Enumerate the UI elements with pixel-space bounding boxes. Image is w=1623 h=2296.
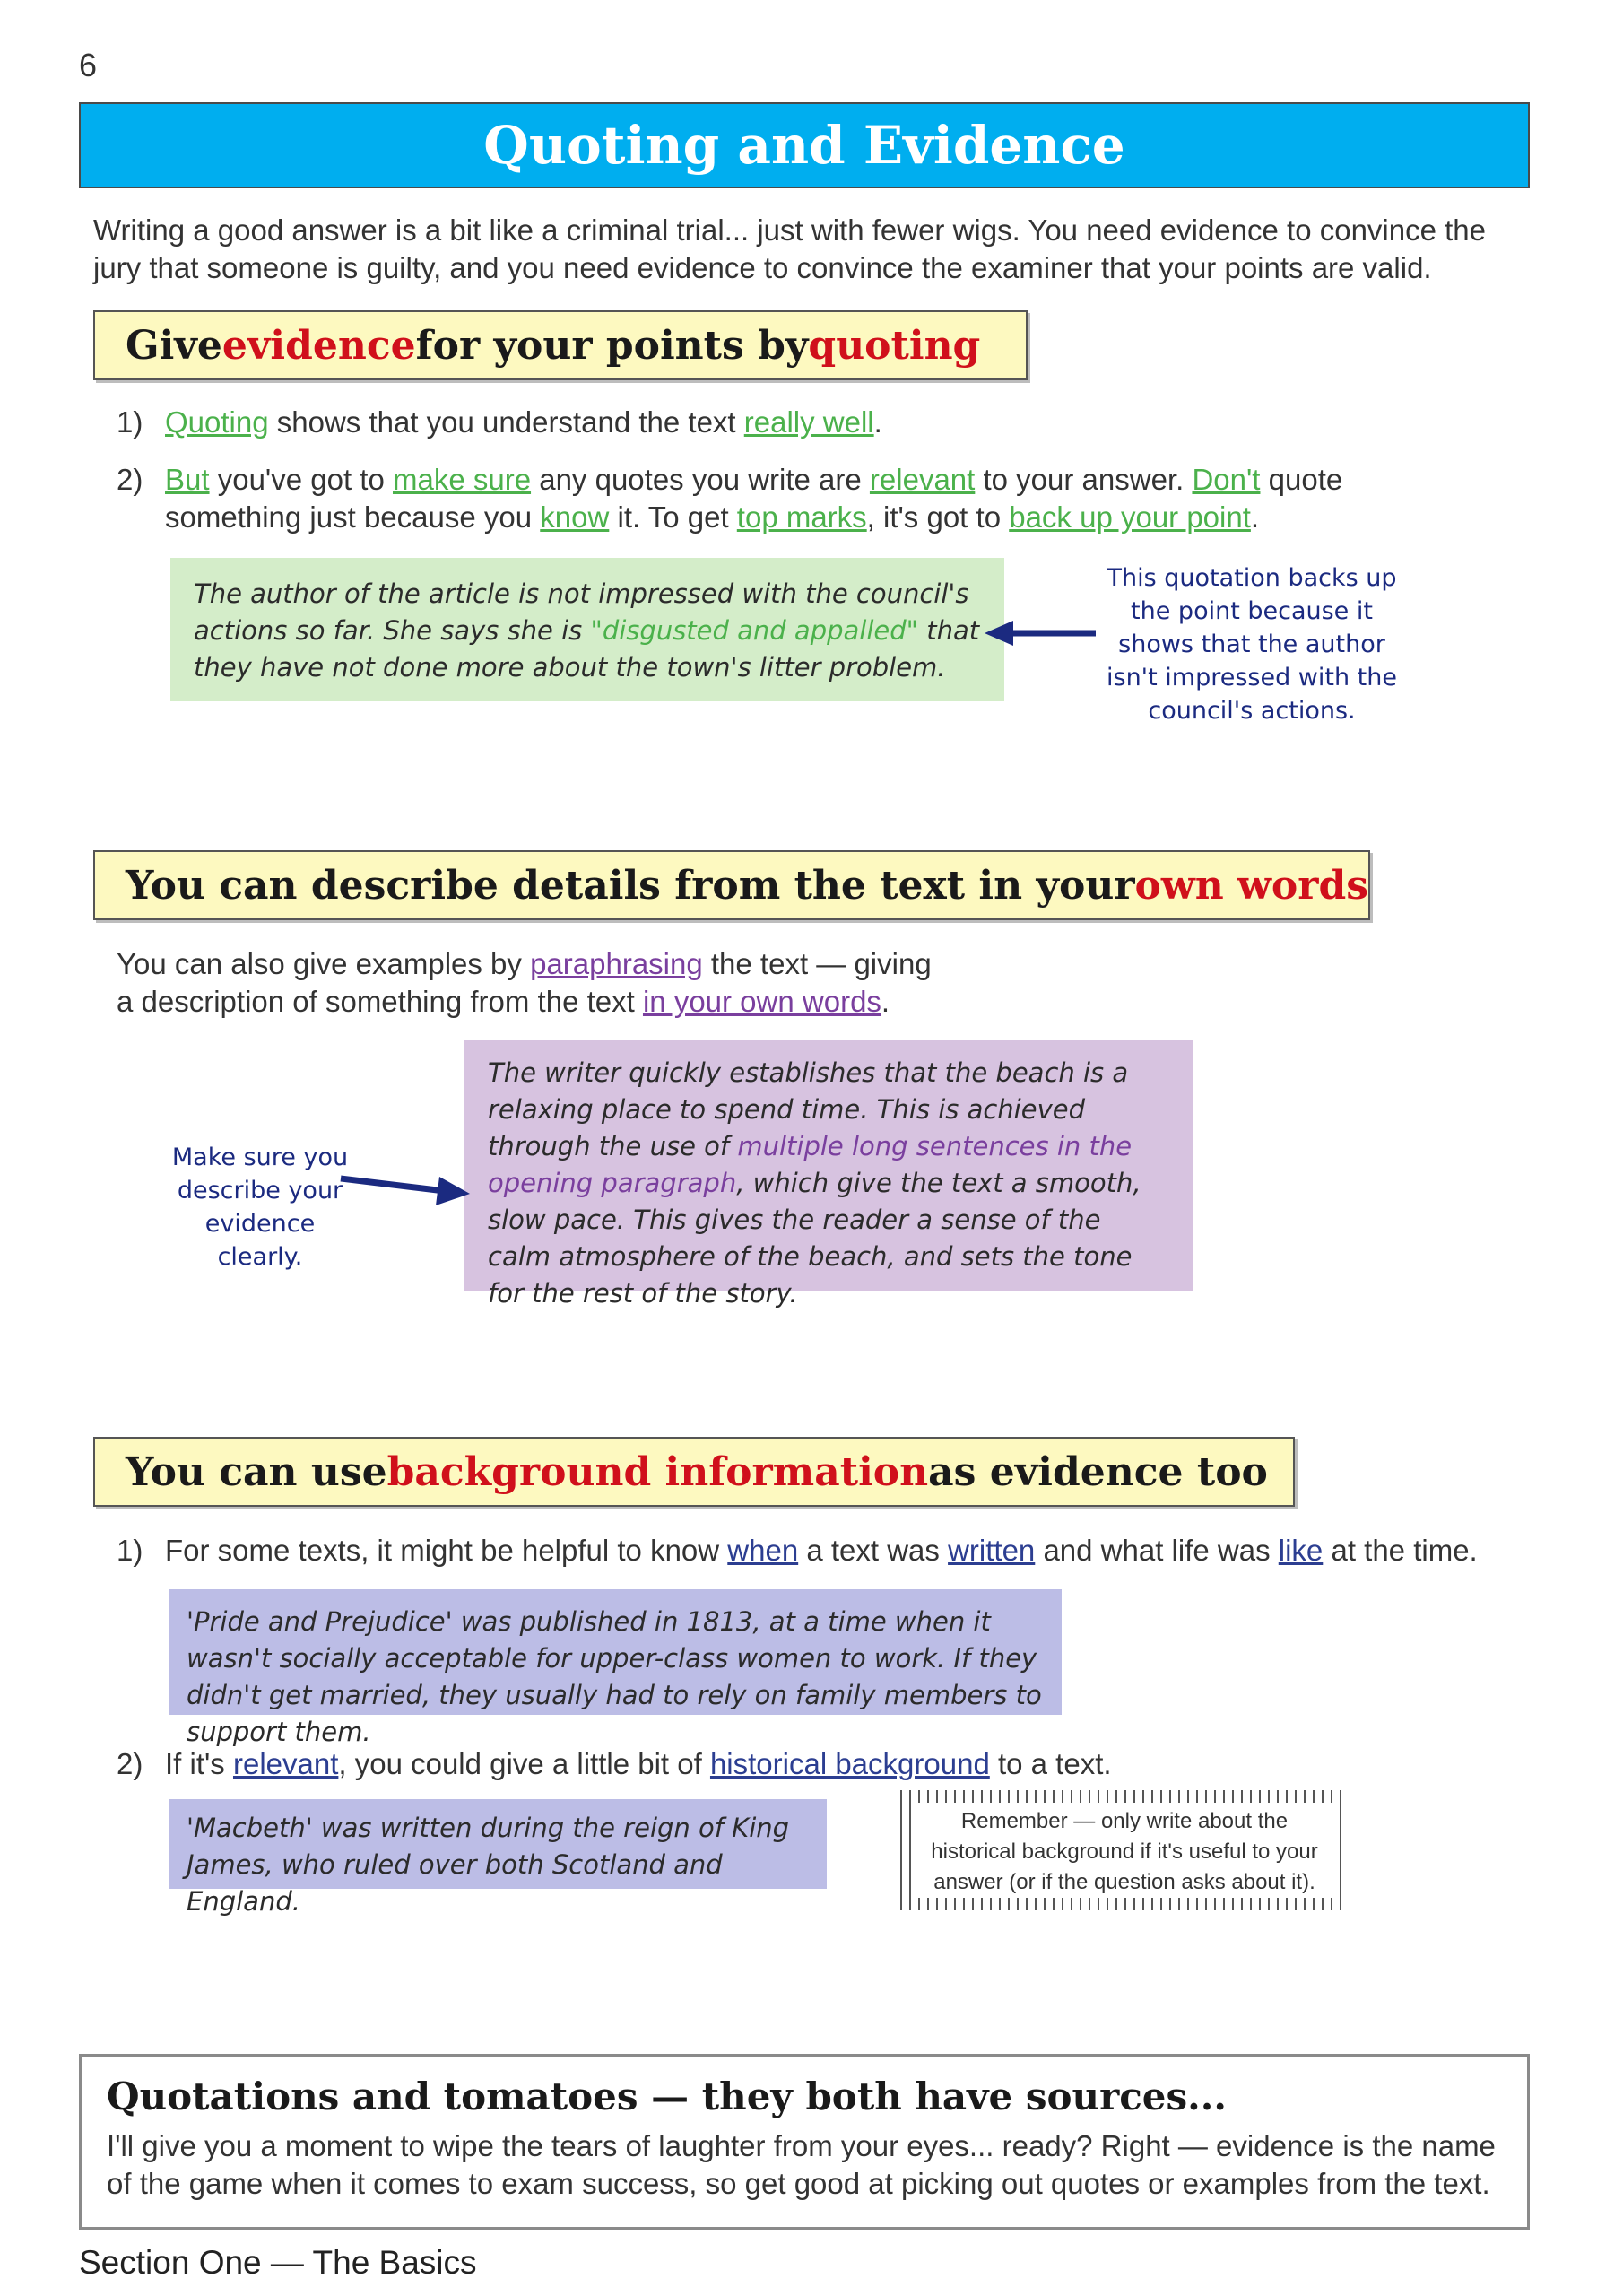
intro-paragraph: Writing a good answer is a bit like a criminal trial... just with fewer wigs. You need evidence to convince the jury that someone is guilty, and you need evidence to convince the examiner that your points are valid. <box>93 213 1487 284</box>
heading-text: You can use <box>126 1448 387 1495</box>
quote-example-box: The author of the article is not impressed with the council's actions so far. She says she is "disgusted and appalled" that they have not done more about the town's litter problem. <box>170 558 1004 701</box>
list-text: Quoting shows that you understand the text really well. <box>165 405 882 439</box>
annotation-note: Make sure you describe your evidence clearly. <box>171 1144 349 1271</box>
historical-example-box: 'Macbeth' was written during the reign of King James, who ruled over both Scotland and England. <box>169 1799 827 1889</box>
paraphrase-example-box: The writer quickly establishes that the beach is a relaxing place to spend time. This is achieved through the use of multiple long sentences in the opening paragraph, which give the text a smooth, slow pace. This gives the reader a sense of the calm atmosphere of the beach, and sets the tone for the rest of the story. <box>464 1040 1193 1292</box>
highlighted-phrase: multiple long sentences in the opening paragraph <box>488 1131 1133 1198</box>
list-number: 2) <box>117 1747 143 1780</box>
title-banner <box>79 102 1530 188</box>
background-example-box: 'Pride and Prejudice' was published in 1813, at a time when it wasn't socially acceptable for upper-class women to work. If they didn't get married, they usually had to rely on family members to support them. <box>169 1589 1062 1715</box>
arrow-right-icon <box>339 1166 473 1211</box>
list-item <box>117 1745 1372 1785</box>
keyword: paraphrasing <box>530 947 703 980</box>
list-item <box>117 461 1372 542</box>
list-item <box>117 1532 1533 1571</box>
quotation: "disgusted and appalled" <box>590 615 918 646</box>
heading-text: Give <box>126 322 222 369</box>
heading-text: as evidence too <box>928 1448 1268 1495</box>
list-number: 1) <box>117 405 143 439</box>
heading-text: for your points by <box>415 322 809 369</box>
page-title: Quoting and Evidence <box>483 115 1125 176</box>
heading-text: You can describe details from the text in your <box>126 862 1135 909</box>
section3-heading <box>93 1437 1295 1507</box>
summary-text: I'll give you a moment to wipe the tears of laughter from your eyes... ready? Right — evidence is the name of the game when it comes to exam success, so get good at picking out quotes or examples from the text. <box>107 2129 1496 2200</box>
list-text: If it's relevant, you could give a little bit of historical background to a text. <box>165 1747 1112 1780</box>
heading-emphasis: evidence <box>221 322 416 369</box>
heading-emphasis: background information <box>386 1448 929 1495</box>
list-text: For some texts, it might be helpful to know when a text was written and what life was like at the time. <box>165 1534 1478 1567</box>
list-item <box>117 404 1515 443</box>
annotation-note: This quotation backs up the point because it shows that the author isn't impressed with the council's actions. <box>1107 564 1397 725</box>
list-number: 2) <box>117 463 143 496</box>
footer-section-label: Section One — The Basics <box>79 2244 477 2281</box>
remember-text: Remember — only write about the historical background if it's useful to your answer (or if the question asks about it). <box>931 1809 1318 1894</box>
list-number: 1) <box>117 1534 143 1567</box>
heading-emphasis: quoting <box>808 322 981 369</box>
keyword: Quoting <box>165 405 269 439</box>
list-text: But you've got to make sure any quotes you write are relevant to your answer. Don't quote something just because you know it. To get top marks, it's got to back up your point. <box>165 463 1343 534</box>
paraphrase-paragraph: You can also give examples by paraphrasing the text — giving a description of something from the text in your own words. <box>117 947 932 1018</box>
heading-emphasis: own words <box>1134 862 1368 909</box>
arrow-left-icon <box>981 613 1098 653</box>
remember-tip <box>900 1790 1349 1910</box>
keyword: in your own words <box>642 985 881 1018</box>
page-number: 6 <box>79 47 98 83</box>
summary-heading: Quotations and tomatoes — they both have sources... <box>107 2074 1228 2118</box>
section1-heading <box>93 310 1028 380</box>
summary-box <box>79 2054 1530 2230</box>
section2-heading <box>93 850 1370 920</box>
keyword: really well <box>743 405 874 439</box>
